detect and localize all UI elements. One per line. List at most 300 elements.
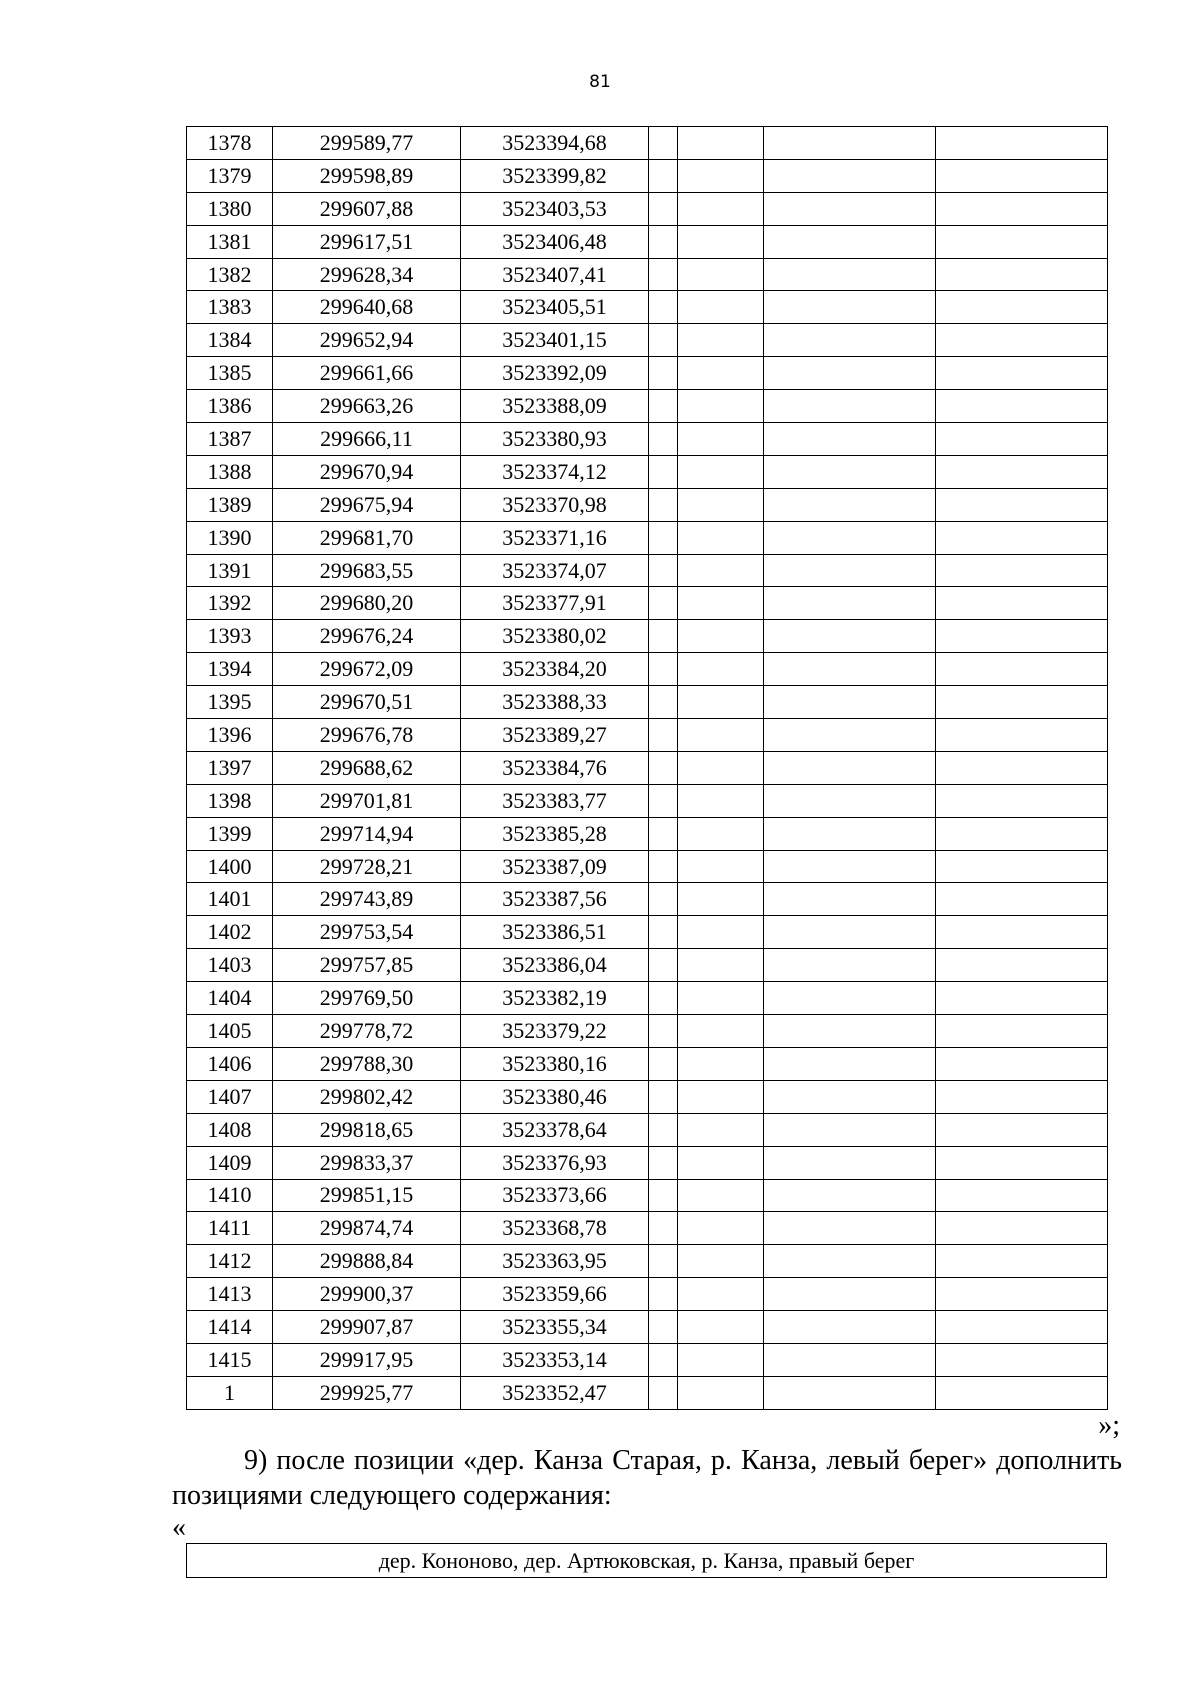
empty-cell bbox=[764, 653, 936, 686]
x-coordinate-cell: 299652,94 bbox=[273, 324, 461, 357]
y-coordinate-cell: 3523368,78 bbox=[461, 1212, 649, 1245]
table-row bbox=[187, 982, 1108, 1015]
table-row bbox=[187, 324, 1108, 357]
empty-cell bbox=[678, 291, 764, 324]
empty-cell bbox=[764, 423, 936, 456]
table-row bbox=[187, 554, 1108, 587]
empty-cell bbox=[678, 423, 764, 456]
empty-cell bbox=[649, 127, 678, 160]
empty-cell bbox=[649, 159, 678, 192]
table-row bbox=[187, 784, 1108, 817]
empty-cell bbox=[764, 455, 936, 488]
table-row bbox=[187, 751, 1108, 784]
table-row bbox=[187, 1179, 1108, 1212]
empty-cell bbox=[936, 784, 1108, 817]
point-number-cell: 1398 bbox=[187, 784, 273, 817]
empty-cell bbox=[649, 686, 678, 719]
table-row bbox=[187, 291, 1108, 324]
x-coordinate-cell: 299663,26 bbox=[273, 390, 461, 423]
y-coordinate-cell: 3523407,41 bbox=[461, 258, 649, 291]
y-coordinate-cell: 3523405,51 bbox=[461, 291, 649, 324]
y-coordinate-cell: 3523384,20 bbox=[461, 653, 649, 686]
empty-cell bbox=[678, 1146, 764, 1179]
x-coordinate-cell: 299769,50 bbox=[273, 982, 461, 1015]
empty-cell bbox=[678, 686, 764, 719]
table-row bbox=[187, 1146, 1108, 1179]
table-row bbox=[187, 883, 1108, 916]
empty-cell bbox=[936, 883, 1108, 916]
x-coordinate-cell: 299666,11 bbox=[273, 423, 461, 456]
empty-cell bbox=[649, 1278, 678, 1311]
point-number-cell: 1403 bbox=[187, 949, 273, 982]
empty-cell bbox=[649, 488, 678, 521]
coordinates-table bbox=[186, 126, 1108, 1410]
empty-cell bbox=[764, 1311, 936, 1344]
empty-cell bbox=[678, 1113, 764, 1146]
table-row bbox=[187, 916, 1108, 949]
empty-cell bbox=[649, 587, 678, 620]
x-coordinate-cell: 299851,15 bbox=[273, 1179, 461, 1212]
empty-cell bbox=[936, 423, 1108, 456]
empty-cell bbox=[678, 883, 764, 916]
empty-cell bbox=[936, 357, 1108, 390]
empty-cell bbox=[936, 817, 1108, 850]
y-coordinate-cell: 3523383,77 bbox=[461, 784, 649, 817]
empty-cell bbox=[678, 357, 764, 390]
empty-cell bbox=[936, 192, 1108, 225]
y-coordinate-cell: 3523371,16 bbox=[461, 521, 649, 554]
x-coordinate-cell: 299925,77 bbox=[273, 1376, 461, 1409]
empty-cell bbox=[678, 751, 764, 784]
empty-cell bbox=[764, 324, 936, 357]
empty-cell bbox=[678, 784, 764, 817]
empty-cell bbox=[678, 1343, 764, 1376]
point-number-cell: 1392 bbox=[187, 587, 273, 620]
empty-cell bbox=[936, 751, 1108, 784]
empty-cell bbox=[764, 291, 936, 324]
x-coordinate-cell: 299788,30 bbox=[273, 1047, 461, 1080]
empty-cell bbox=[764, 817, 936, 850]
empty-cell bbox=[936, 1311, 1108, 1344]
x-coordinate-cell: 299681,70 bbox=[273, 521, 461, 554]
table-row bbox=[187, 127, 1108, 160]
table-row bbox=[187, 850, 1108, 883]
empty-cell bbox=[678, 1179, 764, 1212]
empty-cell bbox=[936, 455, 1108, 488]
point-number-cell: 1393 bbox=[187, 620, 273, 653]
empty-cell bbox=[764, 751, 936, 784]
x-coordinate-cell: 299607,88 bbox=[273, 192, 461, 225]
empty-cell bbox=[678, 817, 764, 850]
table-row bbox=[187, 620, 1108, 653]
table-row bbox=[187, 225, 1108, 258]
empty-cell bbox=[764, 192, 936, 225]
empty-cell bbox=[936, 390, 1108, 423]
empty-cell bbox=[764, 1376, 936, 1409]
point-number-cell: 1390 bbox=[187, 521, 273, 554]
empty-cell bbox=[649, 258, 678, 291]
empty-cell bbox=[678, 324, 764, 357]
table-row bbox=[187, 488, 1108, 521]
point-number-cell: 1399 bbox=[187, 817, 273, 850]
x-coordinate-cell: 299598,89 bbox=[273, 159, 461, 192]
y-coordinate-cell: 3523399,82 bbox=[461, 159, 649, 192]
page-number: 81 bbox=[589, 72, 611, 92]
y-coordinate-cell: 3523370,98 bbox=[461, 488, 649, 521]
x-coordinate-cell: 299661,66 bbox=[273, 357, 461, 390]
amendment-paragraph bbox=[172, 1443, 1122, 1513]
empty-cell bbox=[764, 916, 936, 949]
table-row bbox=[187, 423, 1108, 456]
empty-cell bbox=[936, 1245, 1108, 1278]
x-coordinate-cell: 299676,78 bbox=[273, 719, 461, 752]
empty-cell bbox=[936, 719, 1108, 752]
empty-cell bbox=[936, 258, 1108, 291]
x-coordinate-cell: 299680,20 bbox=[273, 587, 461, 620]
empty-cell bbox=[936, 1113, 1108, 1146]
x-coordinate-cell: 299728,21 bbox=[273, 850, 461, 883]
empty-cell bbox=[764, 686, 936, 719]
point-number-cell: 1385 bbox=[187, 357, 273, 390]
table-row bbox=[187, 949, 1108, 982]
point-number-cell: 1402 bbox=[187, 916, 273, 949]
y-coordinate-cell: 3523374,12 bbox=[461, 455, 649, 488]
empty-cell bbox=[678, 127, 764, 160]
empty-cell bbox=[678, 949, 764, 982]
empty-cell bbox=[678, 1015, 764, 1048]
x-coordinate-cell: 299743,89 bbox=[273, 883, 461, 916]
x-coordinate-cell: 299802,42 bbox=[273, 1080, 461, 1113]
table-row bbox=[187, 1245, 1108, 1278]
x-coordinate-cell: 299670,51 bbox=[273, 686, 461, 719]
empty-cell bbox=[649, 784, 678, 817]
x-coordinate-cell: 299900,37 bbox=[273, 1278, 461, 1311]
x-coordinate-cell: 299714,94 bbox=[273, 817, 461, 850]
point-number-cell: 1 bbox=[187, 1376, 273, 1409]
empty-cell bbox=[764, 225, 936, 258]
point-number-cell: 1400 bbox=[187, 850, 273, 883]
point-number-cell: 1401 bbox=[187, 883, 273, 916]
table-row bbox=[187, 1212, 1108, 1245]
location-header-cell: дер. Кононово, дер. Артюковская, р. Канза, правый берег bbox=[186, 1543, 1107, 1578]
empty-cell bbox=[764, 719, 936, 752]
empty-cell bbox=[678, 488, 764, 521]
empty-cell bbox=[678, 1278, 764, 1311]
point-number-cell: 1414 bbox=[187, 1311, 273, 1344]
x-coordinate-cell: 299757,85 bbox=[273, 949, 461, 982]
empty-cell bbox=[649, 1080, 678, 1113]
y-coordinate-cell: 3523380,46 bbox=[461, 1080, 649, 1113]
point-number-cell: 1415 bbox=[187, 1343, 273, 1376]
y-coordinate-cell: 3523355,34 bbox=[461, 1311, 649, 1344]
point-number-cell: 1380 bbox=[187, 192, 273, 225]
empty-cell bbox=[678, 1080, 764, 1113]
table-row bbox=[187, 1015, 1108, 1048]
empty-cell bbox=[764, 784, 936, 817]
y-coordinate-cell: 3523394,68 bbox=[461, 127, 649, 160]
point-number-cell: 1381 bbox=[187, 225, 273, 258]
x-coordinate-cell: 299628,34 bbox=[273, 258, 461, 291]
point-number-cell: 1388 bbox=[187, 455, 273, 488]
point-number-cell: 1387 bbox=[187, 423, 273, 456]
y-coordinate-cell: 3523352,47 bbox=[461, 1376, 649, 1409]
empty-cell bbox=[764, 159, 936, 192]
point-number-cell: 1413 bbox=[187, 1278, 273, 1311]
y-coordinate-cell: 3523387,09 bbox=[461, 850, 649, 883]
y-coordinate-cell: 3523388,33 bbox=[461, 686, 649, 719]
empty-cell bbox=[764, 1047, 936, 1080]
table-row bbox=[187, 1113, 1108, 1146]
y-coordinate-cell: 3523379,22 bbox=[461, 1015, 649, 1048]
empty-cell bbox=[678, 225, 764, 258]
point-number-cell: 1411 bbox=[187, 1212, 273, 1245]
empty-cell bbox=[764, 1113, 936, 1146]
empty-cell bbox=[936, 225, 1108, 258]
empty-cell bbox=[764, 1278, 936, 1311]
table-row bbox=[187, 1047, 1108, 1080]
empty-cell bbox=[936, 653, 1108, 686]
empty-cell bbox=[764, 850, 936, 883]
y-coordinate-cell: 3523359,66 bbox=[461, 1278, 649, 1311]
point-number-cell: 1396 bbox=[187, 719, 273, 752]
empty-cell bbox=[649, 1245, 678, 1278]
empty-cell bbox=[936, 521, 1108, 554]
x-coordinate-cell: 299818,65 bbox=[273, 1113, 461, 1146]
x-coordinate-cell: 299589,77 bbox=[273, 127, 461, 160]
empty-cell bbox=[649, 620, 678, 653]
empty-cell bbox=[764, 488, 936, 521]
table-row bbox=[187, 521, 1108, 554]
point-number-cell: 1405 bbox=[187, 1015, 273, 1048]
empty-cell bbox=[764, 258, 936, 291]
closing-quote: »; bbox=[1098, 1410, 1120, 1441]
point-number-cell: 1384 bbox=[187, 324, 273, 357]
opening-quote: « bbox=[172, 1512, 186, 1543]
point-number-cell: 1404 bbox=[187, 982, 273, 1015]
x-coordinate-cell: 299907,87 bbox=[273, 1311, 461, 1344]
table-row bbox=[187, 1278, 1108, 1311]
empty-cell bbox=[649, 291, 678, 324]
empty-cell bbox=[649, 192, 678, 225]
empty-cell bbox=[764, 127, 936, 160]
point-number-cell: 1391 bbox=[187, 554, 273, 587]
x-coordinate-cell: 299917,95 bbox=[273, 1343, 461, 1376]
empty-cell bbox=[678, 982, 764, 1015]
point-number-cell: 1410 bbox=[187, 1179, 273, 1212]
empty-cell bbox=[764, 1146, 936, 1179]
y-coordinate-cell: 3523401,15 bbox=[461, 324, 649, 357]
empty-cell bbox=[936, 850, 1108, 883]
empty-cell bbox=[678, 554, 764, 587]
empty-cell bbox=[764, 554, 936, 587]
y-coordinate-cell: 3523388,09 bbox=[461, 390, 649, 423]
y-coordinate-cell: 3523380,93 bbox=[461, 423, 649, 456]
table-row bbox=[187, 1376, 1108, 1409]
empty-cell bbox=[936, 1047, 1108, 1080]
table-row bbox=[187, 159, 1108, 192]
x-coordinate-cell: 299670,94 bbox=[273, 455, 461, 488]
table-row bbox=[187, 258, 1108, 291]
table-row bbox=[187, 1311, 1108, 1344]
point-number-cell: 1408 bbox=[187, 1113, 273, 1146]
empty-cell bbox=[764, 1179, 936, 1212]
empty-cell bbox=[649, 554, 678, 587]
y-coordinate-cell: 3523386,51 bbox=[461, 916, 649, 949]
empty-cell bbox=[649, 390, 678, 423]
empty-cell bbox=[936, 1278, 1108, 1311]
table-row bbox=[187, 686, 1108, 719]
x-coordinate-cell: 299675,94 bbox=[273, 488, 461, 521]
empty-cell bbox=[678, 1311, 764, 1344]
empty-cell bbox=[649, 1376, 678, 1409]
x-coordinate-cell: 299683,55 bbox=[273, 554, 461, 587]
y-coordinate-cell: 3523377,91 bbox=[461, 587, 649, 620]
empty-cell bbox=[649, 850, 678, 883]
x-coordinate-cell: 299778,72 bbox=[273, 1015, 461, 1048]
y-coordinate-cell: 3523385,28 bbox=[461, 817, 649, 850]
empty-cell bbox=[649, 982, 678, 1015]
empty-cell bbox=[764, 620, 936, 653]
empty-cell bbox=[936, 488, 1108, 521]
empty-cell bbox=[936, 1179, 1108, 1212]
empty-cell bbox=[678, 159, 764, 192]
empty-cell bbox=[649, 1047, 678, 1080]
point-number-cell: 1389 bbox=[187, 488, 273, 521]
empty-cell bbox=[678, 850, 764, 883]
empty-cell bbox=[764, 949, 936, 982]
point-number-cell: 1397 bbox=[187, 751, 273, 784]
empty-cell bbox=[678, 653, 764, 686]
empty-cell bbox=[936, 1146, 1108, 1179]
empty-cell bbox=[678, 192, 764, 225]
y-coordinate-cell: 3523378,64 bbox=[461, 1113, 649, 1146]
x-coordinate-cell: 299874,74 bbox=[273, 1212, 461, 1245]
y-coordinate-cell: 3523403,53 bbox=[461, 192, 649, 225]
table-row bbox=[187, 587, 1108, 620]
empty-cell bbox=[649, 1113, 678, 1146]
empty-cell bbox=[649, 949, 678, 982]
empty-cell bbox=[678, 1212, 764, 1245]
table-row bbox=[187, 1343, 1108, 1376]
x-coordinate-cell: 299753,54 bbox=[273, 916, 461, 949]
empty-cell bbox=[764, 883, 936, 916]
empty-cell bbox=[764, 1343, 936, 1376]
empty-cell bbox=[649, 751, 678, 784]
y-coordinate-cell: 3523380,02 bbox=[461, 620, 649, 653]
y-coordinate-cell: 3523392,09 bbox=[461, 357, 649, 390]
x-coordinate-cell: 299833,37 bbox=[273, 1146, 461, 1179]
empty-cell bbox=[649, 521, 678, 554]
coordinates-table-body bbox=[187, 127, 1108, 1410]
empty-cell bbox=[936, 949, 1108, 982]
table-row bbox=[187, 653, 1108, 686]
point-number-cell: 1382 bbox=[187, 258, 273, 291]
y-coordinate-cell: 3523374,07 bbox=[461, 554, 649, 587]
empty-cell bbox=[764, 1080, 936, 1113]
empty-cell bbox=[764, 390, 936, 423]
point-number-cell: 1379 bbox=[187, 159, 273, 192]
empty-cell bbox=[649, 1146, 678, 1179]
empty-cell bbox=[936, 1015, 1108, 1048]
point-number-cell: 1383 bbox=[187, 291, 273, 324]
empty-cell bbox=[678, 1047, 764, 1080]
empty-cell bbox=[936, 620, 1108, 653]
y-coordinate-cell: 3523386,04 bbox=[461, 949, 649, 982]
empty-cell bbox=[678, 916, 764, 949]
y-coordinate-cell: 3523406,48 bbox=[461, 225, 649, 258]
y-coordinate-cell: 3523382,19 bbox=[461, 982, 649, 1015]
empty-cell bbox=[936, 291, 1108, 324]
point-number-cell: 1378 bbox=[187, 127, 273, 160]
empty-cell bbox=[936, 686, 1108, 719]
empty-cell bbox=[649, 653, 678, 686]
table-row bbox=[187, 1080, 1108, 1113]
empty-cell bbox=[678, 1245, 764, 1278]
empty-cell bbox=[649, 455, 678, 488]
x-coordinate-cell: 299640,68 bbox=[273, 291, 461, 324]
empty-cell bbox=[764, 521, 936, 554]
x-coordinate-cell: 299617,51 bbox=[273, 225, 461, 258]
table-row bbox=[187, 390, 1108, 423]
empty-cell bbox=[936, 127, 1108, 160]
empty-cell bbox=[649, 324, 678, 357]
table-row bbox=[187, 817, 1108, 850]
y-coordinate-cell: 3523363,95 bbox=[461, 1245, 649, 1278]
empty-cell bbox=[936, 982, 1108, 1015]
empty-cell bbox=[649, 1311, 678, 1344]
empty-cell bbox=[649, 357, 678, 390]
empty-cell bbox=[678, 258, 764, 291]
empty-cell bbox=[649, 817, 678, 850]
empty-cell bbox=[936, 1343, 1108, 1376]
table-row bbox=[187, 357, 1108, 390]
empty-cell bbox=[678, 1376, 764, 1409]
amendment-paragraph-text: 9) после позиции «дер. Канза Старая, р. Канза, левый берег» дополнить позициями следующего содержания: bbox=[172, 1445, 1122, 1511]
y-coordinate-cell: 3523380,16 bbox=[461, 1047, 649, 1080]
empty-cell bbox=[936, 324, 1108, 357]
point-number-cell: 1394 bbox=[187, 653, 273, 686]
x-coordinate-cell: 299701,81 bbox=[273, 784, 461, 817]
empty-cell bbox=[649, 1343, 678, 1376]
empty-cell bbox=[764, 587, 936, 620]
point-number-cell: 1395 bbox=[187, 686, 273, 719]
x-coordinate-cell: 299688,62 bbox=[273, 751, 461, 784]
y-coordinate-cell: 3523373,66 bbox=[461, 1179, 649, 1212]
table-row bbox=[187, 455, 1108, 488]
empty-cell bbox=[678, 455, 764, 488]
point-number-cell: 1407 bbox=[187, 1080, 273, 1113]
empty-cell bbox=[936, 1080, 1108, 1113]
point-number-cell: 1412 bbox=[187, 1245, 273, 1278]
empty-cell bbox=[649, 423, 678, 456]
point-number-cell: 1386 bbox=[187, 390, 273, 423]
empty-cell bbox=[764, 357, 936, 390]
empty-cell bbox=[649, 1015, 678, 1048]
empty-cell bbox=[936, 587, 1108, 620]
empty-cell bbox=[649, 916, 678, 949]
point-number-cell: 1406 bbox=[187, 1047, 273, 1080]
y-coordinate-cell: 3523353,14 bbox=[461, 1343, 649, 1376]
y-coordinate-cell: 3523387,56 bbox=[461, 883, 649, 916]
empty-cell bbox=[764, 982, 936, 1015]
empty-cell bbox=[678, 719, 764, 752]
empty-cell bbox=[678, 521, 764, 554]
x-coordinate-cell: 299676,24 bbox=[273, 620, 461, 653]
y-coordinate-cell: 3523376,93 bbox=[461, 1146, 649, 1179]
empty-cell bbox=[649, 883, 678, 916]
x-coordinate-cell: 299888,84 bbox=[273, 1245, 461, 1278]
empty-cell bbox=[649, 719, 678, 752]
